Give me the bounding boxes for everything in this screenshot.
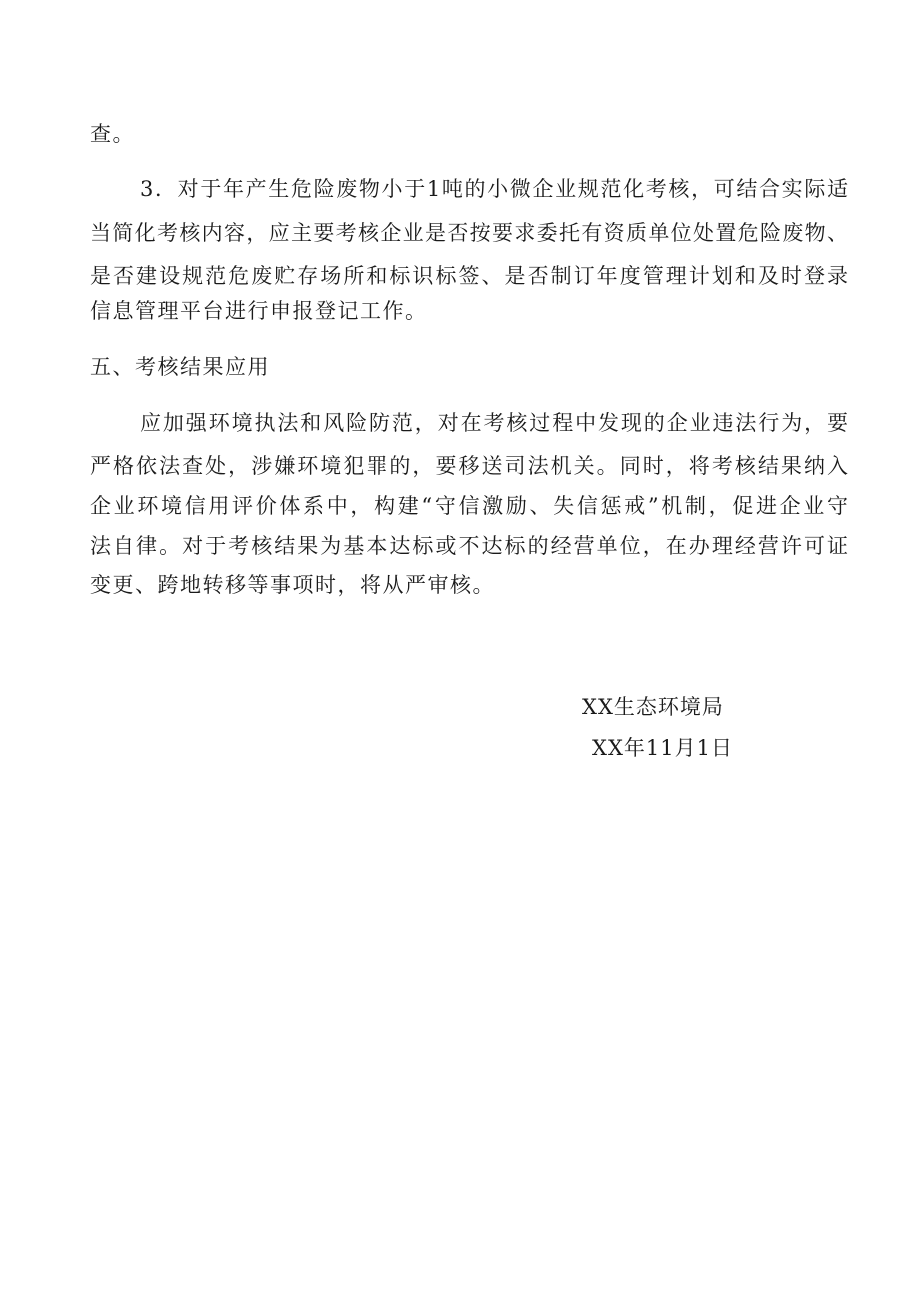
paragraph-line: 3．对于年产生危险废物小于1吨的小微企业规范化考核，可结合实际适 [140,177,848,201]
paragraph-line: 应加强环境执法和风险防范，对在考核过程中发现的企业违法行为，要 [140,411,848,435]
signature-org: XX生态环境局 [582,695,724,719]
paragraph-line: 查。 [90,122,135,146]
paragraph-line: 法自律。对于考核结果为基本达标或不达标的经营单位，在办理经营许可证 [90,534,848,558]
paragraph-line: 严格依法查处，涉嫌环境犯罪的，要移送司法机关。同时，将考核结果纳入 [90,454,848,478]
paragraph-line: 当简化考核内容，应主要考核企业是否按要求委托有资质单位处置危险废物、 [90,221,848,245]
paragraph-line: 企业环境信用评价体系中，构建“守信激励、失信惩戒”机制，促进企业守 [90,494,848,518]
paragraph-line: 信息管理平台进行申报登记工作。 [90,299,428,323]
signature-date: XX年11月1日 [592,736,733,760]
section-heading: 五、考核结果应用 [90,355,270,379]
paragraph-line: 变更、跨地转移等事项时，将从严审核。 [90,573,495,597]
paragraph-line: 是否建设规范危废贮存场所和标识标签、是否制订年度管理计划和及时登录 [90,264,848,288]
